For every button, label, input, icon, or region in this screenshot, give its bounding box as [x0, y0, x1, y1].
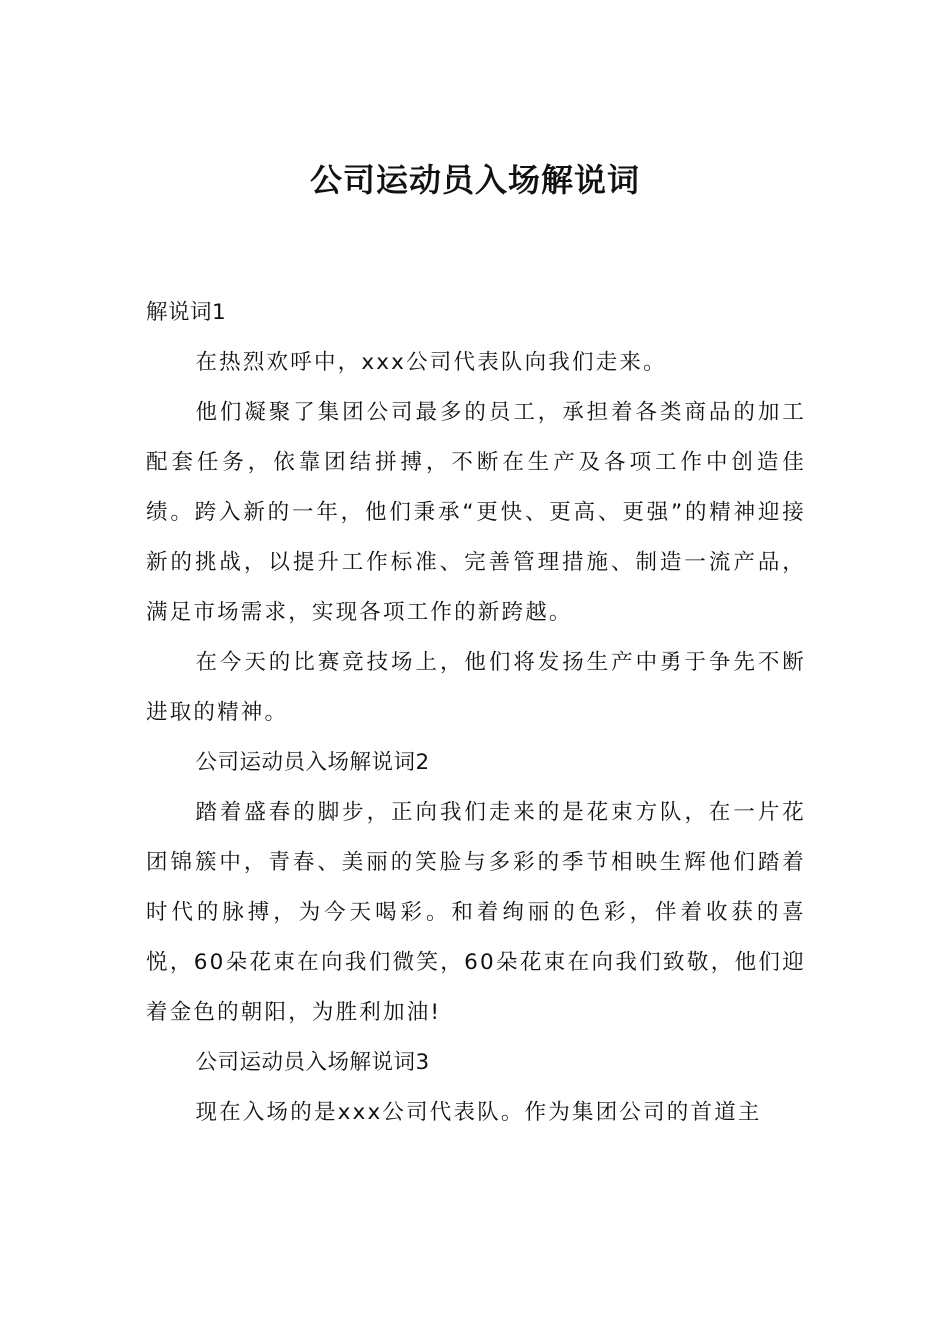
paragraph: 他们凝聚了集团公司最多的员工，承担着各类商品的加工配套任务，依靠团结拼搏，不断在生产及各项工作中创造佳绩。跨入新的一年，他们秉承“更快、更高、更强”的精神迎接新的挑战，以提升工作标准、完善管理措施、制造一流产品，满足市场需求，实现各项工作的新跨越。 — [146, 400, 806, 625]
paragraph: 在今天的比赛竞技场上，他们将发扬生产中勇于争先不断进取的精神。 — [146, 650, 806, 725]
document-body — [146, 288, 806, 1138]
paragraph: 踏着盛春的脚步，正向我们走来的是花束方队，在一片花团锦簇中，青春、美丽的笑脸与多彩的季节相映生辉他们踏着时代的脉搏，为今天喝彩。和着绚丽的色彩，伴着收获的喜悦，60朵花束在向我们微笑，60朵花束在向我们致敬，他们迎着金色的朝阳，为胜利加油! — [146, 800, 806, 1025]
section-heading-1: 解说词1 — [146, 300, 227, 325]
paragraph: 在热烈欢呼中，xxx公司代表队向我们走来。 — [195, 350, 667, 375]
paragraph: 现在入场的是xxx公司代表队。作为集团公司的首道主 — [195, 1100, 762, 1125]
section-heading-2: 公司运动员入场解说词2 — [195, 750, 430, 775]
section-heading-3: 公司运动员入场解说词3 — [195, 1050, 430, 1075]
document-title: 公司运动员入场解说词 — [309, 161, 640, 199]
